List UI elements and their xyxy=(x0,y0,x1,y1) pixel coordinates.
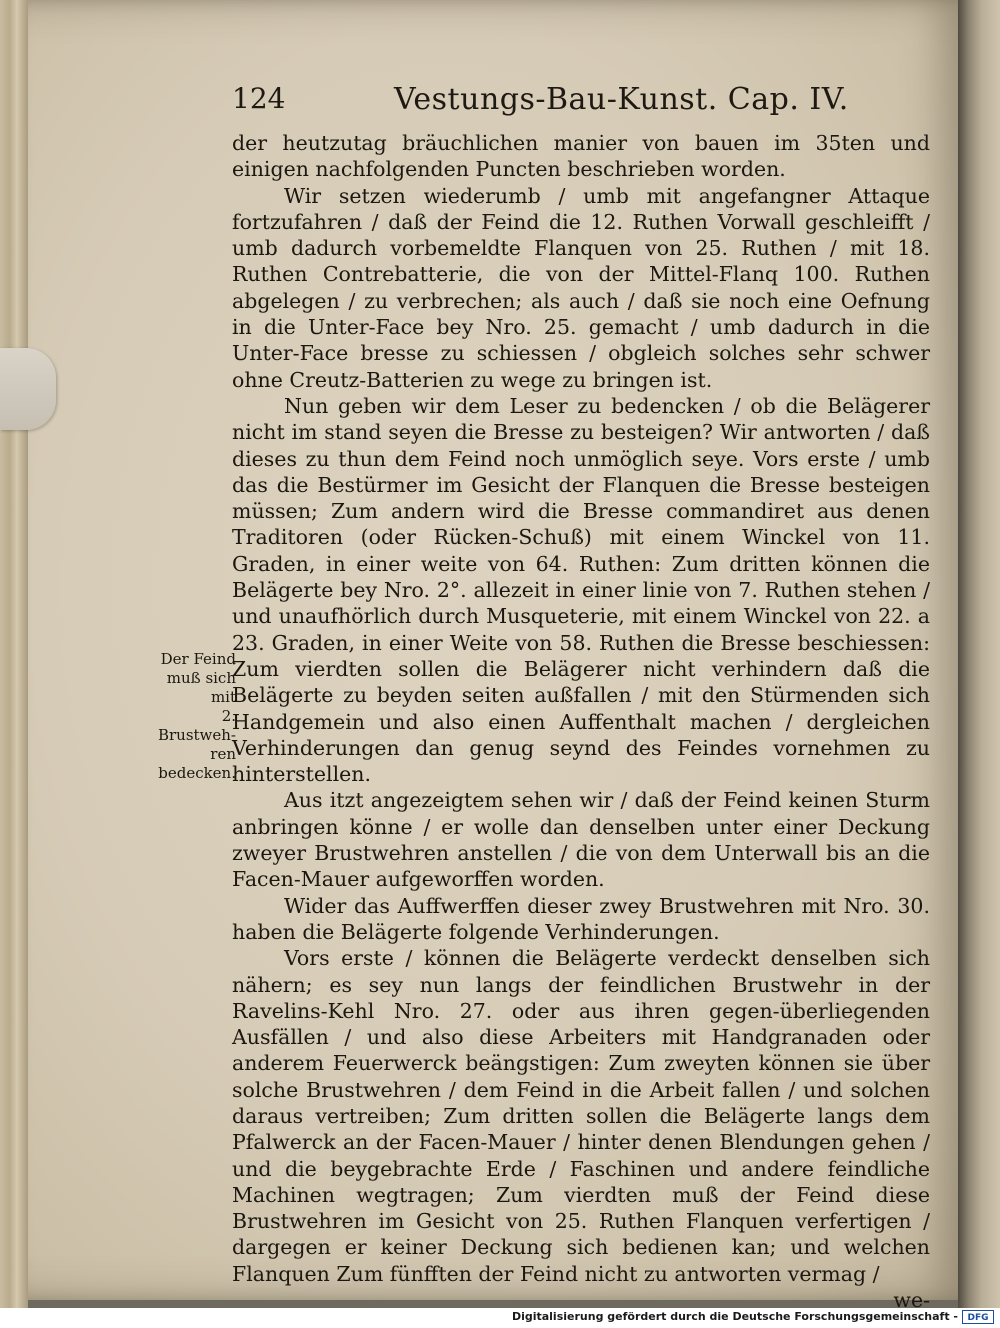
paragraph: Nun geben wir dem Leser zu bedencken / ob die Belägerer nicht im stand seyen die Bresse zu besteigen? Wir antworten / daß dieses zu thun dem Feind noch unmöglich seye. Vors erste / umb das die Bestürmer im Gesicht der Flanquen die Bresse besteigen müssen; Zum andern wird die Bresse commandiret aus denen Traditoren (oder Rücken-Schuß) mit einem Winckel von 11. Graden, in einer weite von 64. Ruthen: Zum dritten können die Belägerte bey Nro. 2°. allezeit in einer linie von 7. Ruthen stehen / und unaufhörlich durch Musqueterie, mit einem Winckel von 22. a 23. Graden, in einer Weite von 58. Ruthen die Bresse beschiessen: Zum vierdten sollen die Belägerer nicht verhindern daß die Belägerte zu beyden seiten außfallen / mit den Stürmenden sich Handgemein und also einen Auffenthalt machen / dergleichen Verhinderungen dan genug seynd des Feindes vornehmen zu hinterstellen. xyxy=(232,393,930,787)
paragraph: Wir setzen wiederumb / umb mit angefangner Attaque fortzufahren / daß der Feind die 12. Ruthen Vorwall geschleifft / umb dadurch vorbemeldte Flanquen von 25. Ruthen / mit 18. Ruthen Contrebatterie, die von der Mittel-Flanq 100. Ruthen abgelegen / zu verbrechen; als auch / daß sie noch eine Oefnung in die Unter-Face bey Nro. 25. gemacht / umb dadurch in die Unter-Face bresse zu schiessen / obgleich solches sehr schwer ohne Creutz-Batterien zu wege zu bringen ist. xyxy=(232,183,930,392)
marginal-note xyxy=(140,650,236,783)
running-title: Vestungs-Bau-Kunst. Cap. IV. xyxy=(394,82,849,117)
bookmark-ribbon xyxy=(0,348,56,430)
paragraph: Wider das Auffwerffen dieser zwey Brustwehren mit Nro. 30. haben die Belägerte folgende Verhinderungen. xyxy=(232,893,930,944)
body-text xyxy=(232,130,930,1308)
marginal-note-line: 2. Brustweh- xyxy=(157,707,236,744)
page-header xyxy=(222,82,922,126)
paragraph: Vors erste / können die Belägerte verdeckt denselben sich nähern; es sey nun langs der feindlichen Brustwehr in der Ravelins-Kehl Nro. 27. oder aus ihren gegen-überliegenden Ausfällen / und also diese Arbeiters mit Handgranaden oder anderem Feuerwerck beängstigen: Zum zweyten können sie über solche Brustwehren / dem Feind in die Arbeit fallen / und solchen daraus vertreiben; Zum dritten sollen die Belägerte langs dem Pfalwerck an der Facen-Mauer / hinter denen Blendungen gehen / und die beygebrachte Erde / Faschinen und andere feindliche Machinen wegtragen; Zum vierdten muß der Feind diese Brustwehren im Gesicht von 25. Ruthen Flanquen verfertigen / dargegen er keiner Deckung sich bedienen kan; und welchen Flanquen Zum fünfften der Feind nicht zu antworten vermag / xyxy=(232,946,930,1286)
footer-bar xyxy=(0,1308,1000,1328)
paragraph: der heutzutag bräuchlichen manier von bauen im 35ten und einigen nachfolgenden Puncten beschrieben worden. xyxy=(232,131,930,182)
marginal-note-line: muß sich mit xyxy=(166,669,236,706)
book-page-edges xyxy=(0,0,28,1308)
funding-credit: Digitalisierung gefördert durch die Deutsche Forschungsgemeinschaft - xyxy=(511,1310,958,1323)
page-number: 124 xyxy=(232,82,286,115)
marginal-note-line: Der Feind xyxy=(160,650,236,668)
book-gutter xyxy=(958,0,1000,1308)
dfg-logo: DFG xyxy=(962,1310,994,1324)
marginal-note-line: ren bedecken. xyxy=(158,745,236,782)
paragraph: Aus itzt angezeigtem sehen wir / daß der Feind keinen Sturm anbringen könne / er wolle dan denselben unter einer Deckung zweyer Brustwehren anstellen / die von dem Unterwall bis an die Facen-Mauer aufgeworffen worden. xyxy=(232,788,930,892)
catchword: we- xyxy=(893,1288,930,1308)
